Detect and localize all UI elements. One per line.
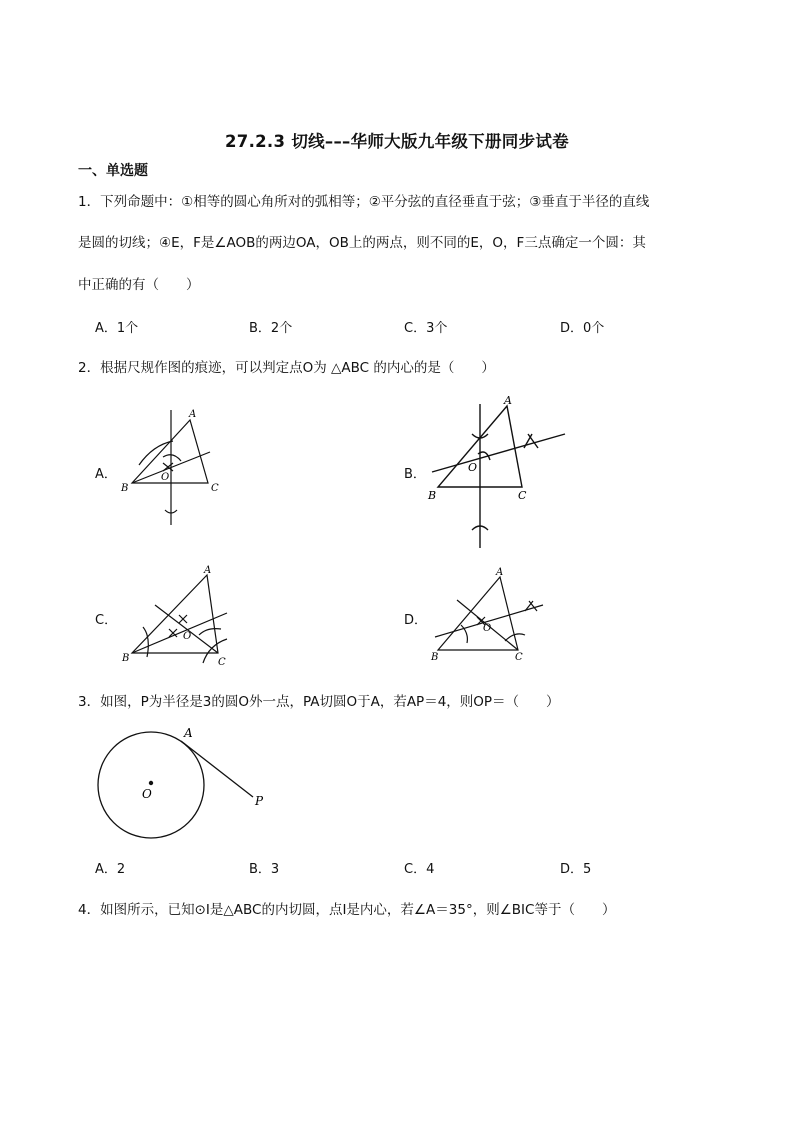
q1-line1: 1．下列命题中：①相等的圆心角所对的弧相等；②平分弦的直径垂直于弦；③垂直于半径的直线 — [78, 194, 650, 210]
q2-option-d: D． — [404, 613, 428, 628]
q2-figure-b — [420, 392, 570, 552]
q4-stem: 4．如图所示，已知⊙I是△ABC的内切圆，点I是内心，若∠A＝35°，则∠BIC等于（ ） — [78, 902, 616, 918]
q2-stem: 2．根据尺规作图的痕迹，可以判定点O为 △ABC 的内心的是（ ） — [78, 360, 495, 376]
section-heading: 一、单选题 — [78, 163, 148, 179]
q1-option-a: A．1个 — [95, 321, 139, 336]
label-o: O — [183, 631, 192, 642]
label-p: P — [255, 794, 264, 808]
label-b: B — [431, 652, 439, 663]
label-o: O — [161, 472, 170, 483]
q1-option-d: D．0个 — [560, 321, 605, 336]
label-o: O — [142, 787, 152, 801]
q3-option-b: B．3 — [249, 862, 280, 877]
label-a: A — [504, 394, 512, 407]
q2-option-b: B． — [404, 467, 426, 482]
q2-option-c: C． — [95, 613, 118, 628]
label-a: A — [496, 567, 504, 578]
label-b: B — [428, 489, 437, 502]
label-o: O — [483, 623, 492, 634]
q1-line3: 中正确的有（ ） — [78, 277, 200, 293]
cross-mark-c2 — [179, 615, 187, 623]
q3-option-a: A．2 — [95, 862, 126, 877]
label-b: B — [121, 483, 129, 494]
label-b: B — [122, 653, 130, 664]
cross-mark-b1 — [524, 434, 538, 448]
label-a: A — [189, 409, 197, 420]
q3-figure — [90, 725, 280, 845]
arc-a2 — [163, 455, 181, 461]
tangent-segment-pa — [181, 741, 253, 797]
q2-figure-d — [425, 565, 555, 665]
q3-stem: 3．如图，P为半径是3的圆O外一点，PA切圆O于A，若AP＝4，则OP＝（ ） — [78, 694, 560, 710]
label-c: C — [211, 483, 219, 494]
q3-option-d: D．5 — [560, 862, 592, 877]
label-c: C — [218, 657, 226, 668]
triangle-abc-c — [132, 575, 218, 653]
label-c: C — [518, 489, 527, 502]
q2-option-a: A． — [95, 467, 117, 482]
q1-option-b: B．2个 — [249, 321, 293, 336]
cross-mark-d1 — [525, 601, 537, 611]
label-o: O — [468, 461, 478, 474]
q1-option-c: C．3个 — [404, 321, 448, 336]
triangle-abc-a — [132, 420, 208, 483]
page-title: 27.2.3 切线–––华师大版九年级下册同步试卷 — [225, 132, 569, 151]
center-dot-o — [149, 781, 153, 785]
q2-figure-c — [115, 565, 235, 670]
q3-option-c: C．4 — [404, 862, 435, 877]
label-a: A — [204, 565, 212, 576]
label-a: A — [184, 726, 193, 740]
side-bisector-b — [432, 434, 565, 472]
q1-line2: 是圆的切线；④E，F是∠AOB的两边OA，OB上的两点，则不同的E，O，F三点确定一个圆：其 — [78, 235, 646, 251]
label-c: C — [515, 652, 523, 663]
q2-figure-a — [115, 405, 225, 530]
arc-c2 — [199, 629, 221, 635]
triangle-abc-d — [438, 577, 518, 650]
